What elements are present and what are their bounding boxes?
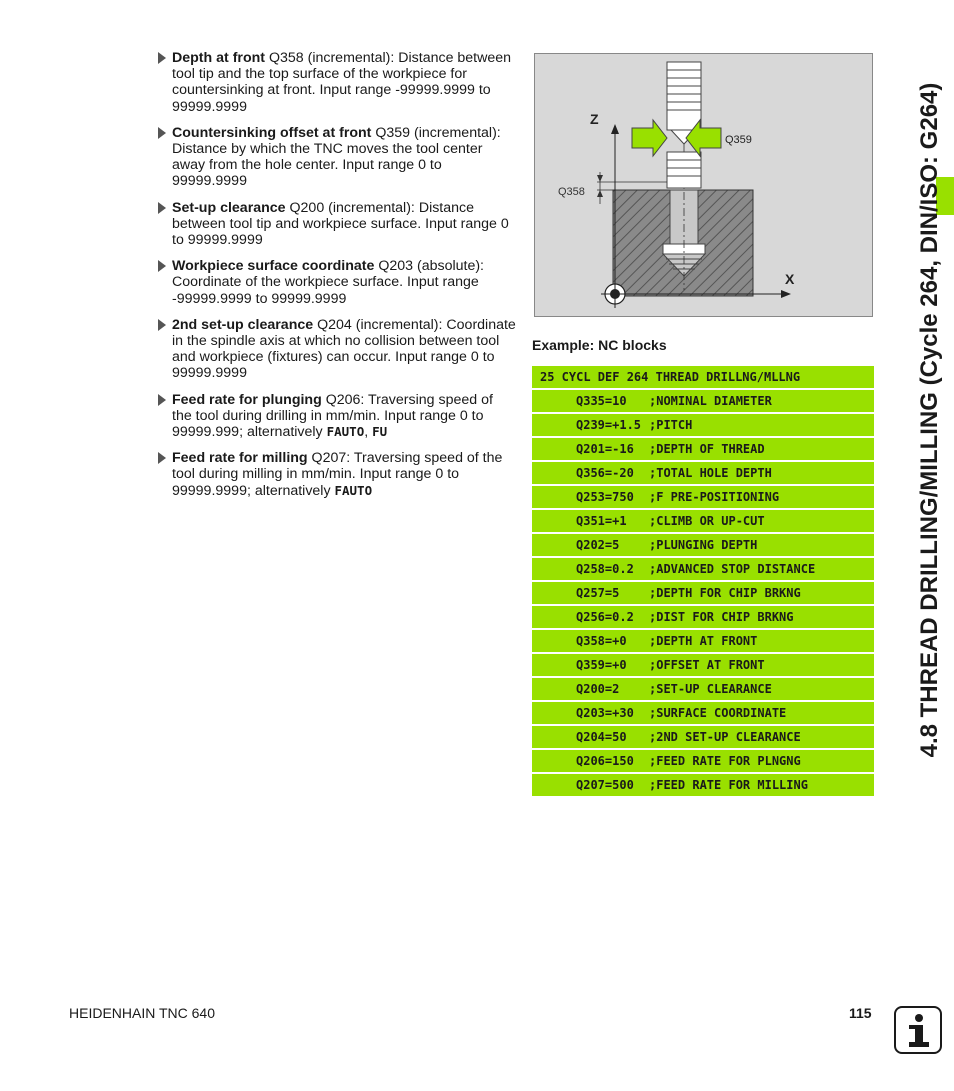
nc-block (532, 654, 874, 676)
param-countersinking-offset (158, 125, 516, 190)
bullet-arrow-icon (158, 319, 166, 331)
param-description: Q200 (incremental): Distance between tool tip and workpiece surface. Input range 0 to 99999.9999 (172, 199, 509, 249)
cycle-diagram (534, 53, 873, 317)
x-axis-label: X (785, 271, 795, 287)
nc-param: Q206=150 (576, 754, 634, 768)
nc-block-list (532, 366, 874, 798)
nc-param: Q201=-16 (576, 442, 634, 456)
nc-comment: ;FEED RATE FOR MILLING (649, 778, 808, 792)
param-depth-at-front (158, 50, 516, 115)
nc-comment: ;SET-UP CLEARANCE (649, 682, 772, 696)
param-title: Feed rate for plunging (172, 391, 322, 408)
nc-param: Q257=5 (576, 586, 620, 600)
bullet-arrow-icon (158, 394, 166, 406)
bullet-arrow-icon (158, 202, 166, 214)
param-description: Q203 (absolute): Coordinate of the workpiece surface. Input range -99999.9999 to 99999.9999 (172, 258, 484, 307)
nc-comment: ;DEPTH OF THREAD (649, 442, 765, 456)
param-separator: , (364, 424, 373, 441)
nc-param: Q335=10 (576, 394, 627, 408)
nc-comment: ;FEED RATE FOR PLNGNG (649, 754, 801, 768)
nc-block (532, 750, 874, 772)
parameter-list (158, 50, 516, 509)
param-title: 2nd set-up clearance (172, 316, 314, 333)
nc-block (532, 534, 874, 556)
param-description: Q359 (incremental): Distance by which the TNC moves the tool center away from the hole center. Input range 0 to 99999.9999 (172, 124, 501, 190)
nc-block (532, 510, 874, 532)
nc-param: Q202=5 (576, 538, 620, 552)
param-code: FU (372, 424, 388, 440)
z-axis-label: Z (590, 111, 599, 127)
nc-block (532, 390, 874, 412)
param-feed-milling (158, 450, 516, 499)
param-title: Workpiece surface coordinate (172, 258, 375, 275)
nc-comment: ;CLIMB OR UP-CUT (649, 514, 765, 528)
nc-comment: ;DEPTH AT FRONT (649, 634, 758, 648)
nc-comment: ;DIST FOR CHIP BRKNG (649, 610, 794, 624)
nc-param: Q258=0.2 (576, 562, 634, 576)
q359-label: Q359 (725, 134, 752, 146)
param-code: FAUTO (326, 424, 365, 440)
nc-param: Q239=+1.5 (576, 418, 642, 432)
nc-param: Q203=+30 (576, 706, 634, 720)
param-feed-plunging (158, 392, 516, 441)
nc-block (532, 486, 874, 508)
offset-arrow-left-icon (632, 120, 667, 156)
nc-param: Q356=-20 (576, 466, 634, 480)
nc-comment: ;ADVANCED STOP DISTANCE (649, 562, 816, 576)
nc-block (532, 630, 874, 652)
bullet-arrow-icon (158, 127, 166, 139)
nc-param: Q256=0.2 (576, 610, 634, 624)
thread-mill-tool-bottom (667, 152, 701, 188)
chapter-side-title: 4.8 THREAD DRILLING/MILLING (Cycle 264, DIN/ISO: G264) (916, 82, 943, 758)
param-description: Q206: Traversing speed of the tool during drilling in mm/min. Input range 0 to 99999.999; alternatively (172, 391, 493, 441)
nc-block-cycle-def (532, 366, 874, 388)
nc-block (532, 678, 874, 700)
nc-block (532, 558, 874, 580)
param-code: FAUTO (334, 482, 373, 498)
nc-comment: ;SURFACE COORDINATE (649, 706, 787, 720)
nc-comment: ;2ND SET-UP CLEARANCE (649, 730, 801, 744)
nc-param: Q358=+0 (576, 634, 627, 648)
nc-block (532, 774, 874, 796)
nc-block-text: 25 CYCL DEF 264 THREAD DRILLNG/MLLNG (540, 370, 801, 384)
info-icon (894, 1006, 942, 1054)
nc-block (532, 414, 874, 436)
param-2nd-setup-clearance (158, 317, 516, 382)
bullet-arrow-icon (158, 260, 166, 272)
footer-manual-name: HEIDENHAIN TNC 640 (69, 1005, 216, 1021)
bullet-arrow-icon (158, 452, 166, 464)
page-number: 115 (849, 1005, 872, 1021)
nc-param: Q351=+1 (576, 514, 627, 528)
nc-comment: ;DEPTH FOR CHIP BRKNG (649, 586, 801, 600)
nc-block (532, 702, 874, 724)
bullet-arrow-icon (158, 52, 166, 64)
param-title: Set-up clearance (172, 199, 286, 216)
param-setup-clearance (158, 200, 516, 249)
nc-comment: ;PLUNGING DEPTH (649, 538, 758, 552)
param-title: Countersinking offset at front (172, 124, 372, 141)
diagram-svg (535, 54, 874, 318)
param-title: Depth at front (172, 50, 265, 66)
nc-block (532, 606, 874, 628)
nc-param: Q359=+0 (576, 658, 627, 672)
param-title: Feed rate for milling (172, 450, 308, 467)
nc-comment: ;F PRE-POSITIONING (649, 490, 780, 504)
nc-block (532, 726, 874, 748)
example-title: Example: NC blocks (532, 337, 667, 353)
nc-comment: ;NOMINAL DIAMETER (649, 394, 772, 408)
param-workpiece-surface (158, 258, 516, 307)
nc-block (532, 462, 874, 484)
nc-block (532, 582, 874, 604)
nc-comment: ;PITCH (649, 418, 693, 432)
nc-param: Q253=750 (576, 490, 634, 504)
param-description: Q207: Traversing speed of the tool during milling in mm/min. Input range 0 to 99999.9999; alternatively (172, 450, 503, 499)
param-description: Q204 (incremental): Coordinate in the spindle axis at which no collision between tool and workpiece (fixtures) can occur. Input range 0 to 99999.9999 (172, 316, 516, 382)
nc-param: Q204=50 (576, 730, 627, 744)
param-description: Q358 (incremental): Distance between tool tip and the top surface of the workpiece for countersinking at front. Input range -99999.9999 to 99999.9999 (172, 50, 512, 115)
q358-label: Q358 (558, 186, 585, 198)
nc-param: Q207=500 (576, 778, 634, 792)
nc-comment: ;OFFSET AT FRONT (649, 658, 765, 672)
nc-comment: ;TOTAL HOLE DEPTH (649, 466, 772, 480)
nc-block (532, 438, 874, 460)
nc-param: Q200=2 (576, 682, 620, 696)
